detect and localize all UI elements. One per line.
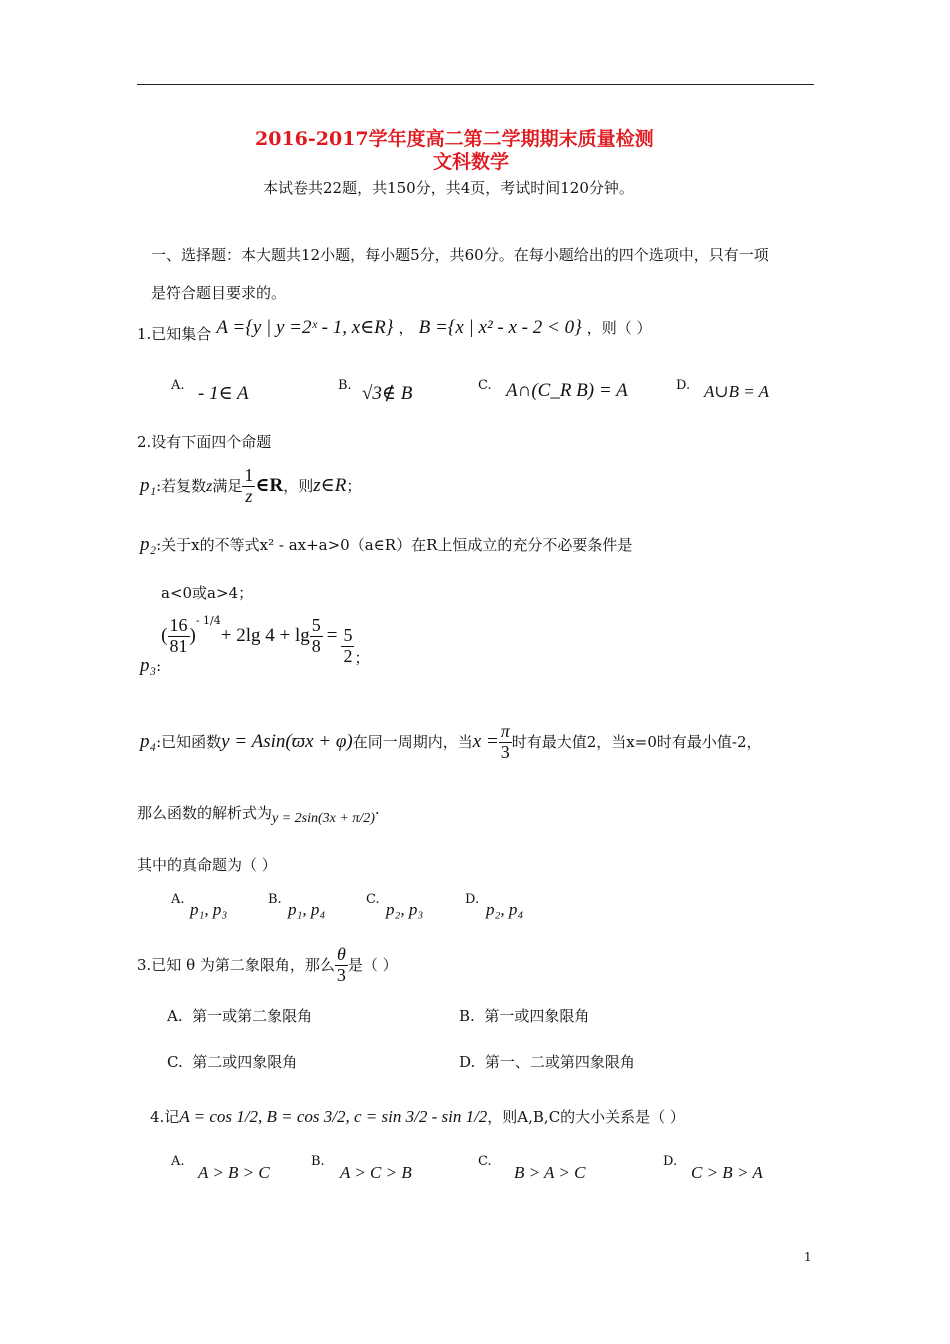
section-heading-cont: 是符合题目要求的。 [151, 284, 287, 302]
p4-text2: 在同一周期内，当 [352, 732, 473, 751]
q2-option-c: p₂, p₃ [386, 900, 424, 919]
q3-option-c [167, 1051, 297, 1072]
p4-formula: y = 2sin(3x + π/2) [272, 811, 375, 826]
p1-label: p₁ [140, 474, 157, 496]
p3-frac3-den: 2 [343, 645, 353, 666]
q3-frac-den: 3 [336, 964, 346, 985]
p4-continuation [137, 802, 380, 826]
p3-frac2 [310, 616, 323, 657]
p4-x: x = [472, 730, 499, 752]
q2-question: 其中的真命题为（ ） [137, 856, 277, 874]
p4-function: y = Asin(ϖx + φ) [221, 730, 353, 752]
p3-exponent: - 1/4 [195, 614, 221, 628]
proposition-p4 [140, 722, 762, 763]
p1-text: :若复数 [156, 476, 207, 495]
p3-frac1-den: 81 [169, 635, 188, 656]
p4-pi-fraction [499, 722, 512, 763]
q4-option-d-label: D. [663, 1154, 678, 1169]
q3-option-b [459, 1005, 589, 1026]
p1-result: z∈R [313, 474, 347, 496]
p3-lparen: ( [161, 624, 168, 646]
q4-expression: A = cos 1/2, B = cos 3/2, c = sin 3/2 - sin 1/2 [179, 1107, 488, 1126]
question-4 [150, 1106, 685, 1127]
p3-label: p₃ [140, 654, 157, 676]
p3-frac2-den: 8 [311, 635, 321, 656]
p3-end: ； [354, 648, 370, 667]
q1-suffix: ，则（ ） [586, 319, 652, 337]
page-number: 1 [804, 1250, 812, 1264]
p1-fraction-den: z [245, 485, 253, 506]
q1-prefix: 1.已知集合 [137, 325, 212, 343]
proposition-p1 [140, 466, 361, 507]
q1-option-d-label: D. [676, 378, 691, 393]
p2-continuation: a<0或a>4； [161, 584, 254, 602]
question-1 [137, 316, 652, 343]
q3-option-c-label: C. [167, 1053, 183, 1071]
q1-option-a-label: A. [171, 378, 185, 393]
q2-option-d-label: D. [465, 892, 480, 907]
q1-option-b-label: B. [338, 378, 352, 393]
q2-option-b-label: B. [268, 892, 282, 907]
p3-frac3-num: 5 [343, 625, 353, 645]
exam-info: 本试卷共22题，共150分，共4页，考试时间120分钟。 [263, 179, 634, 197]
p4-dot: · [374, 804, 380, 822]
q3-option-a-text: 第一或第二象限角 [192, 1007, 313, 1025]
q1-option-a: - 1∈ A [198, 383, 249, 404]
q4-option-b-label: B. [311, 1154, 325, 1169]
proposition-p2 [140, 534, 632, 556]
q1-option-b: √3∉ B [362, 383, 413, 404]
q1-option-c-label: C. [478, 378, 492, 393]
p3-frac2-num: 5 [311, 615, 321, 635]
q3-frac-num: θ [335, 945, 348, 966]
q2-option-c-label: C. [366, 892, 380, 907]
p2-label: p₂ [140, 534, 157, 555]
question-2-stem: 2.设有下面四个命题 [137, 433, 272, 451]
p1-mid: 满足 [212, 476, 243, 495]
p3-rparen: ) [189, 624, 196, 646]
q1-set-b: B ={x | x² - x - 2 < 0} [418, 317, 582, 338]
q2-option-d: p₂, p₄ [486, 900, 524, 919]
q1-option-d: A∪B = A [704, 382, 770, 401]
q3-stem1: 3.已知 θ 为第二象限角，那么 [137, 955, 335, 974]
q2-option-a: p₁, p₃ [190, 900, 228, 919]
section-heading: 一、选择题：本大题共12小题，每小题5分，共60分。在每小题给出的四个选项中，只有一项 [151, 246, 769, 264]
question-3 [137, 945, 398, 986]
q4-option-a-label: A. [171, 1154, 185, 1169]
q3-option-a-label: A. [167, 1007, 183, 1025]
q3-option-c-text: 第二或四象限角 [192, 1053, 298, 1071]
q4-option-d: C > B > A [691, 1163, 763, 1182]
q3-stem2: 是（ ） [347, 955, 398, 974]
p3-eq: = [326, 624, 338, 646]
q1-sep: ， [398, 319, 414, 337]
q1-set-a: A ={y | y =2ˣ - 1, x∈R} [216, 317, 394, 338]
p3-frac1-num: 16 [169, 615, 188, 635]
p3-colon: : [156, 656, 162, 675]
p1-end: ； [346, 476, 362, 495]
p4-pi-den: 3 [500, 741, 510, 762]
q3-option-b-label: B. [459, 1007, 475, 1025]
q4-option-a: A > B > C [198, 1163, 270, 1182]
p4-cont-text: 那么函数的解析式为 [137, 804, 273, 822]
p1-then: ，则 [283, 476, 314, 495]
q4-prefix: 4.记 [150, 1108, 180, 1126]
p4-text1: :已知函数 [156, 732, 222, 751]
q4-option-c: B > A > C [514, 1163, 586, 1182]
q4-suffix: ，则A,B,C的大小关系是（ ） [487, 1108, 685, 1126]
q3-option-d-label: D. [459, 1053, 476, 1071]
q3-option-d-text: 第一、二或第四象限角 [484, 1053, 635, 1071]
p4-text3: 时有最大值2，当x=0时有最小值-2， [511, 732, 762, 751]
p1-in-r: ∈R [255, 474, 284, 496]
q4-option-b: A > C > B [340, 1163, 412, 1182]
p1-fraction [242, 466, 255, 507]
q3-option-b-text: 第一或四象限角 [484, 1007, 590, 1025]
q2-option-b: p₁, p₄ [288, 900, 326, 919]
q1-option-c: A∩(C_R B) = A [506, 380, 628, 401]
p3-mid: + 2lg 4 + lg [220, 624, 310, 646]
p1-fraction-num: 1 [244, 465, 254, 485]
p3-frac1 [168, 616, 190, 657]
q2-option-a-label: A. [171, 892, 185, 907]
p1-z: z [206, 477, 213, 495]
header-rule [137, 84, 814, 85]
p2-text: :关于x的不等式x² - ax+a>0（a∈R）在R上恒成立的充分不必要条件是 [156, 536, 633, 554]
exam-subject: 文科数学 [433, 151, 510, 173]
exam-title: 2016-2017学年度高二第二学期期末质量检测 [255, 128, 654, 150]
q3-fraction [335, 945, 348, 986]
p4-pi-num: π [500, 721, 510, 741]
q3-option-d [459, 1051, 635, 1072]
proposition-p3 [140, 614, 370, 676]
q3-option-a [167, 1005, 312, 1026]
q4-option-c-label: C. [478, 1154, 492, 1169]
p4-label: p₄ [140, 730, 157, 752]
p3-frac3 [341, 626, 354, 667]
